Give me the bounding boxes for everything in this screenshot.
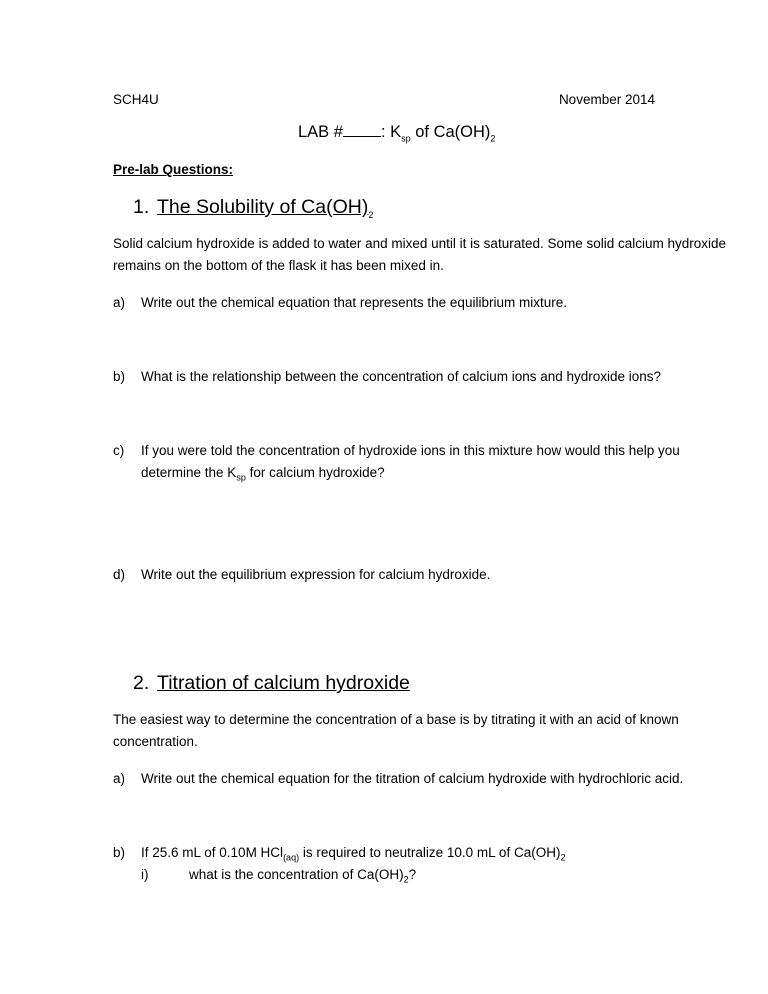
paragraph-line: remains on the bottom of the flask it has been mixed in. bbox=[113, 258, 444, 273]
question-text: If 25.6 mL of 0.10M HCl bbox=[141, 845, 284, 860]
question-text: Write out the chemical equation that represents the equilibrium mixture. bbox=[141, 295, 567, 310]
title-compound: of Ca(OH) bbox=[410, 123, 491, 141]
question-text: determine the K bbox=[141, 465, 237, 480]
section-1-heading bbox=[133, 196, 373, 220]
section-title-text: The Solubility of Ca(OH) bbox=[157, 196, 369, 218]
section-title bbox=[157, 196, 373, 218]
question-label: a) bbox=[113, 295, 126, 310]
section-number: 2. bbox=[133, 672, 150, 694]
question-2a bbox=[113, 771, 683, 786]
subscript: 2 bbox=[560, 852, 566, 863]
paragraph-line: The easiest way to determine the concentration of a base is by titrating it with an acid of known bbox=[113, 712, 679, 727]
question-label: c) bbox=[113, 443, 125, 458]
subscript: (aq) bbox=[283, 852, 300, 863]
question-label: d) bbox=[113, 567, 126, 582]
section-number: 1. bbox=[133, 196, 150, 218]
title-ksp: : K bbox=[380, 123, 402, 141]
prelab-heading: Pre-lab Questions: bbox=[113, 162, 234, 177]
date: November 2014 bbox=[558, 92, 655, 107]
question-text: what is the concentration of Ca(OH) bbox=[189, 867, 404, 882]
question-2b-i bbox=[141, 867, 416, 885]
question-label: a) bbox=[113, 771, 126, 786]
title-sub: sp bbox=[401, 133, 411, 144]
subscript: 2 bbox=[403, 874, 409, 885]
question-text: Write out the equilibrium expression for calcium hydroxide. bbox=[141, 567, 491, 582]
question-1a bbox=[113, 295, 567, 310]
question-text: ? bbox=[408, 867, 417, 882]
lab-prefix: LAB # bbox=[298, 123, 343, 141]
question-text: If you were told the concentration of hydroxide ions in this mixture how would this help you bbox=[141, 443, 680, 458]
lab-number-blank bbox=[343, 122, 381, 137]
question-1c-line2 bbox=[141, 465, 385, 483]
lab-title bbox=[298, 122, 495, 143]
question-1c bbox=[113, 443, 680, 458]
question-text: What is the relationship between the concentration of calcium ions and hydroxide ions? bbox=[141, 369, 662, 384]
subscript: sp bbox=[236, 472, 246, 483]
course-code: SCH4U bbox=[113, 92, 159, 107]
section-title: Titration of calcium hydroxide bbox=[157, 672, 410, 694]
paragraph-line: Solid calcium hydroxide is added to water and mixed until it is saturated. Some solid calcium hydroxide bbox=[113, 236, 727, 251]
question-2b bbox=[113, 845, 565, 863]
question-label: b) bbox=[113, 845, 126, 860]
question-label: i) bbox=[141, 867, 149, 882]
question-1b bbox=[113, 369, 661, 384]
question-text: is required to neutralize 10.0 mL of Ca(OH) bbox=[299, 845, 561, 860]
title-sub2: 2 bbox=[490, 133, 496, 144]
paragraph-line: concentration. bbox=[113, 734, 198, 749]
question-label: b) bbox=[113, 369, 126, 384]
section-title-sub: 2 bbox=[368, 209, 374, 220]
section-2-heading bbox=[133, 672, 410, 695]
question-text: Write out the chemical equation for the titration of calcium hydroxide with hydrochloric acid. bbox=[141, 771, 684, 786]
question-text: for calcium hydroxide? bbox=[245, 465, 385, 480]
question-1d bbox=[113, 567, 490, 582]
